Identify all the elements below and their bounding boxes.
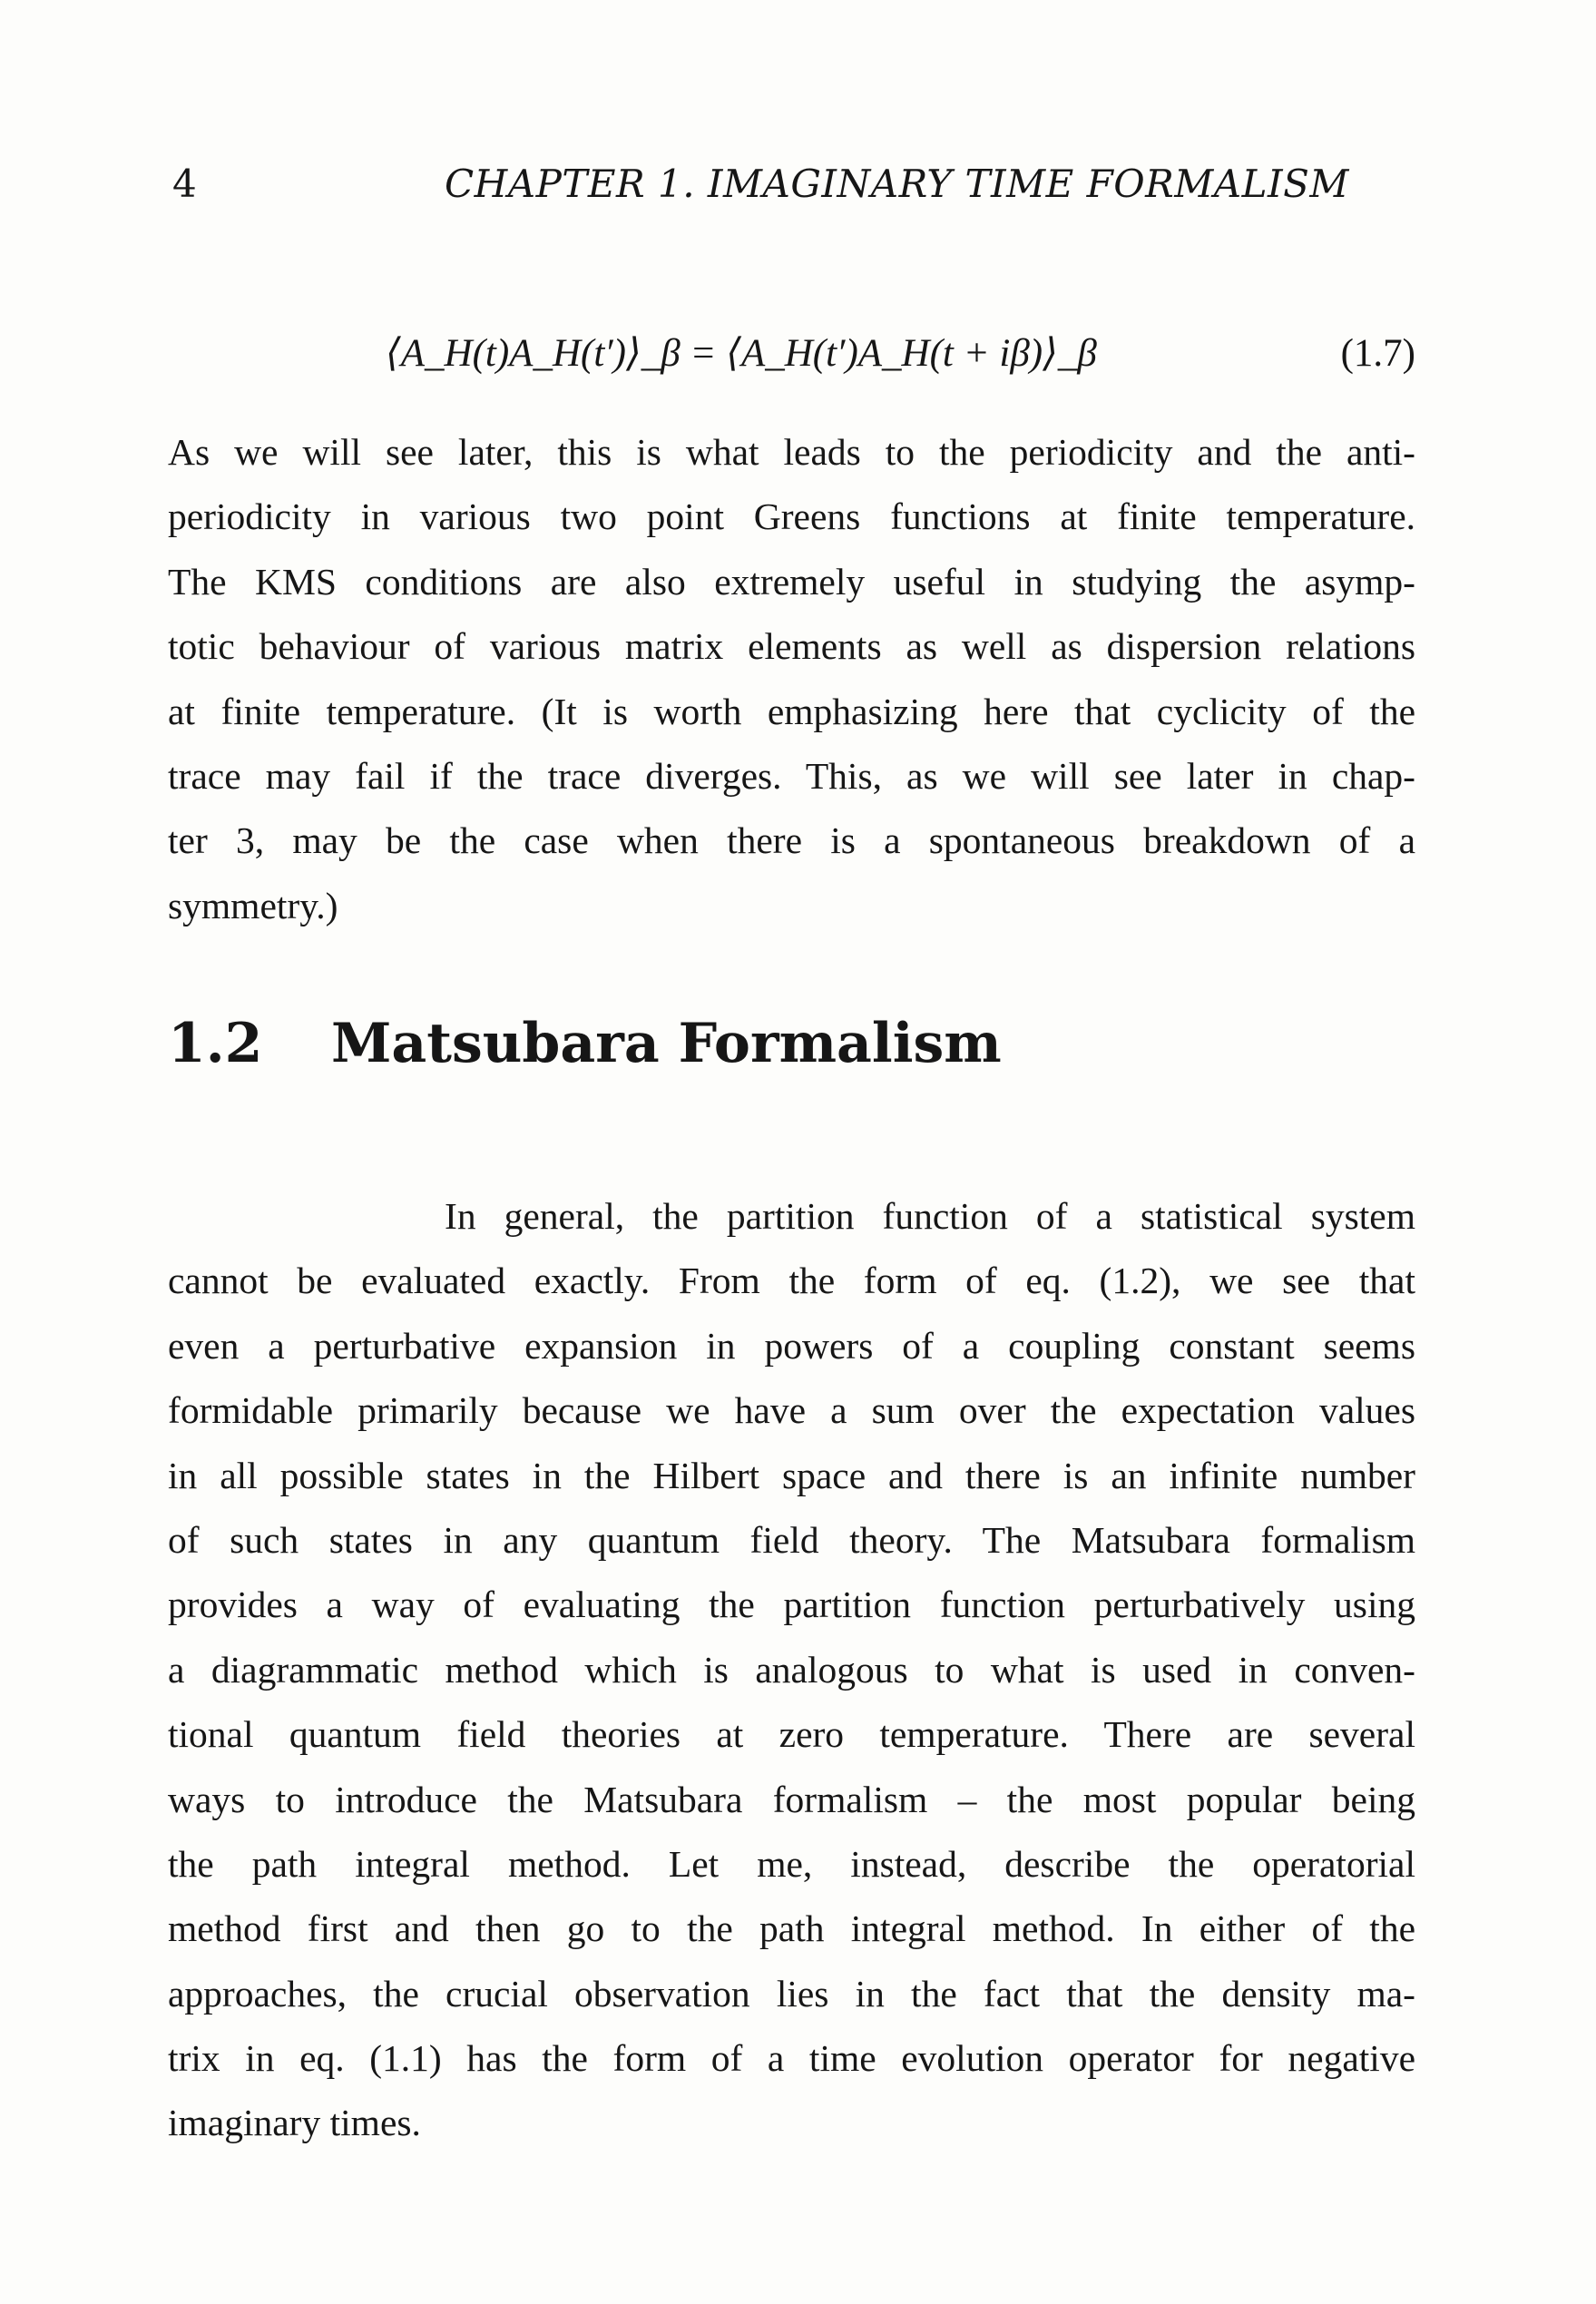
equation-1-7 <box>163 327 1415 381</box>
text-line: in all possible states in the Hilbert space and there is an infinite number <box>168 1454 1415 1496</box>
equation-body: ⟨A_H(t)A_H(t′)⟩_β = ⟨A_H(t′)A_H(t + iβ)⟩_β <box>386 332 1097 375</box>
kms-paragraph <box>168 420 1415 938</box>
page-number: 4 <box>172 162 197 206</box>
text-line: The KMS conditions are also extremely useful in studying the asymp- <box>168 560 1415 603</box>
text-line: tional quantum field theories at zero temperature. There are several <box>168 1713 1415 1756</box>
text-line: provides a way of evaluating the partition function perturbatively using <box>168 1583 1415 1626</box>
text-line: approaches, the crucial observation lies in the fact that the density ma- <box>168 1972 1415 2015</box>
matsubara-paragraph <box>168 1184 1415 2156</box>
text-line: imaginary times. <box>168 2102 421 2144</box>
text-line: As we will see later, this is what leads to the periodicity and the anti- <box>168 431 1415 473</box>
text-line: formidable primarily because we have a sum over the expectation values <box>168 1389 1415 1432</box>
text-line: of such states in any quantum field theory. The Matsubara formalism <box>168 1518 1415 1561</box>
text-line: even a perturbative expansion in powers of a coupling constant seems <box>168 1324 1415 1367</box>
text-line: trix in eq. (1.1) has the form of a time evolution operator for negative <box>168 2037 1415 2080</box>
text-line: ways to introduce the Matsubara formalism – the most popular being <box>168 1778 1415 1820</box>
text-line: method first and then go to the path integral method. In either of the <box>168 1907 1415 1950</box>
text-line: the path integral method. Let me, instead, describe the operatorial <box>168 1842 1415 1885</box>
equation-number: (1.7) <box>1340 332 1415 375</box>
text-line: cannot be evaluated exactly. From the form of eq. (1.2), we see that <box>168 1260 1415 1302</box>
section-number: 1.2 <box>168 1012 263 1075</box>
text-line: a diagrammatic method which is analogous to what is used in conven- <box>168 1648 1415 1691</box>
text-line: periodicity in various two point Greens functions at finite temperature. <box>168 495 1415 538</box>
text-line: totic behaviour of various matrix elements as well as dispersion relations <box>168 625 1415 668</box>
text-line: ter 3, may be the case when there is a spontaneous breakdown of a <box>168 819 1415 862</box>
section-heading <box>168 1012 1002 1075</box>
text-line: symmetry.) <box>168 884 338 927</box>
text-line: In general, the partition function of a statistical system <box>445 1195 1415 1237</box>
section-title: Matsubara Formalism <box>331 1012 1002 1075</box>
running-header-title: CHAPTER 1. IMAGINARY TIME FORMALISM <box>445 162 1349 206</box>
text-line: trace may fail if the trace diverges. This, as we will see later in chap- <box>168 754 1415 797</box>
text-line: at finite temperature. (It is worth emphasizing here that cyclicity of the <box>168 690 1415 732</box>
